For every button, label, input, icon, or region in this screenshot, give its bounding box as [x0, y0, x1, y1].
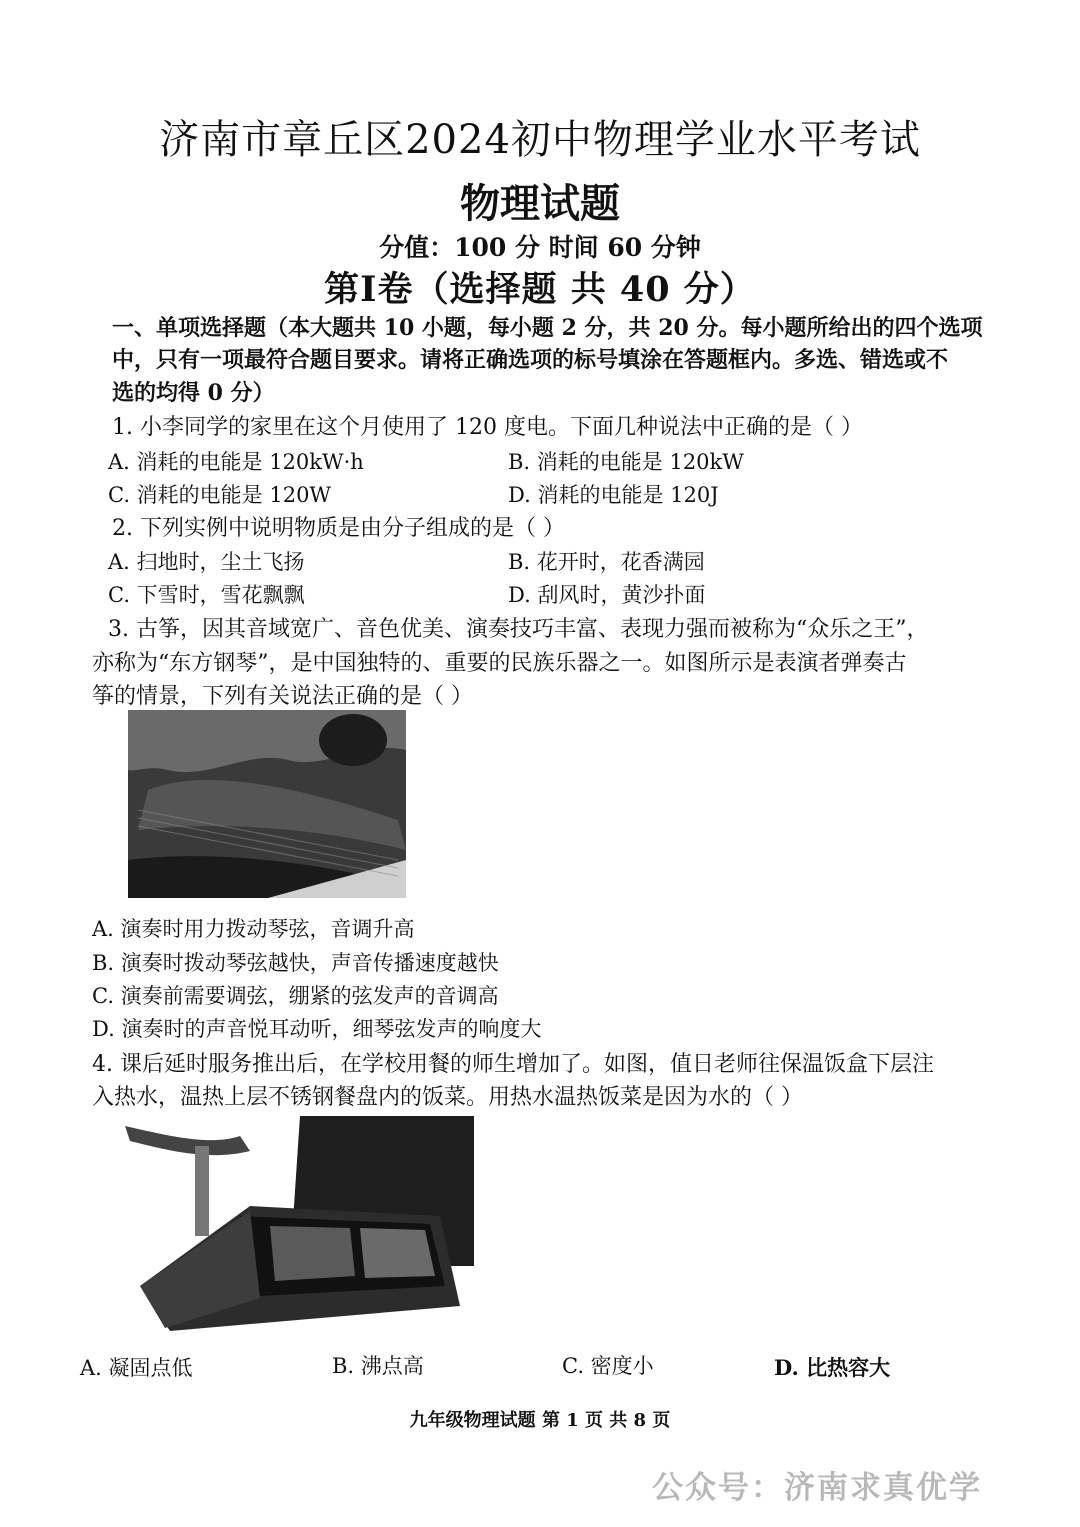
question-1-option-c: C. 消耗的电能是 120W: [108, 483, 332, 507]
question-4-stem: 入热水，温热上层不锈钢餐盘内的饭菜。用热水温热饭菜是因为水的（ ）: [92, 1085, 803, 1110]
guzheng-photo: [128, 710, 406, 898]
question-1-stem: 1. 小李同学的家里在这个月使用了 120 度电。下面几种说法中正确的是（ ）: [112, 415, 863, 440]
section-title: 第Ⅰ卷（选择题 共 40 分）: [324, 269, 756, 310]
question-3-stem: 筝的情景，下列有关说法正确的是（ ）: [92, 684, 473, 709]
question-3-option-a: A. 演奏时用力拨动琴弦，音调升高: [92, 917, 415, 941]
question-3-stem: 亦称为“东方钢琴”，是中国独特的、重要的民族乐器之一。如图所示是表演者弹奏古: [92, 651, 907, 676]
instruction-line: 一、单项选择题（本大题共 10 小题，每小题 2 分，共 20 分。每小题所给出的四个选项: [112, 315, 983, 341]
question-2-stem: 2. 下列实例中说明物质是由分子组成的是（ ）: [112, 516, 565, 541]
page-footer: 九年级物理试题 第 1 页 共 8 页: [409, 1410, 671, 1431]
question-2-option-d: D. 刮风时，黄沙扑面: [508, 583, 706, 607]
question-1-option-d: D. 消耗的电能是 120J: [508, 483, 719, 507]
question-4-option-a: A. 凝固点低: [80, 1356, 193, 1380]
question-1-option-b: B. 消耗的电能是 120kW: [508, 450, 744, 474]
question-1-option-a: A. 消耗的电能是 120kW·h: [108, 450, 364, 474]
exam-subtitle: 物理试题: [460, 180, 620, 227]
lunchbox-photo: [110, 1116, 474, 1336]
question-4-option-d: D. 比热容大: [774, 1355, 891, 1380]
question-2-option-b: B. 花开时，花香满园: [508, 550, 705, 574]
question-3-stem: 3. 古筝，因其音域宽广、音色优美、演奏技巧丰富、表现力强而被称为“众乐之王”，: [108, 617, 929, 642]
exam-title: 济南市章丘区2024初中物理学业水平考试: [159, 117, 921, 163]
question-4-option-b: B. 沸点高: [332, 1354, 424, 1378]
question-2-option-a: A. 扫地时，尘土飞扬: [108, 550, 305, 574]
question-3-option-d: D. 演奏时的声音悦耳动听，细琴弦发声的响度大: [92, 1017, 542, 1041]
watermark: 公众号：济南求真优学: [652, 1470, 982, 1506]
question-3-option-c: C. 演奏前需要调弦，绷紧的弦发声的音调高: [92, 984, 499, 1008]
score-info: 分值：100 分 时间 60 分钟: [379, 233, 701, 262]
question-3-option-b: B. 演奏时拨动琴弦越快，声音传播速度越快: [92, 951, 499, 975]
instruction-line: 中，只有一项最符合题目要求。请将正确选项的标号填涂在答题框内。多选、错选或不: [112, 347, 949, 373]
question-4-stem: 4. 课后延时服务推出后，在学校用餐的师生增加了。如图，值日老师往保温饭盒下层注: [92, 1052, 934, 1077]
question-2-option-c: C. 下雪时，雪花飘飘: [108, 583, 305, 607]
question-4-option-c: C. 密度小: [562, 1354, 654, 1378]
instruction-line: 选的均得 0 分）: [112, 380, 275, 406]
